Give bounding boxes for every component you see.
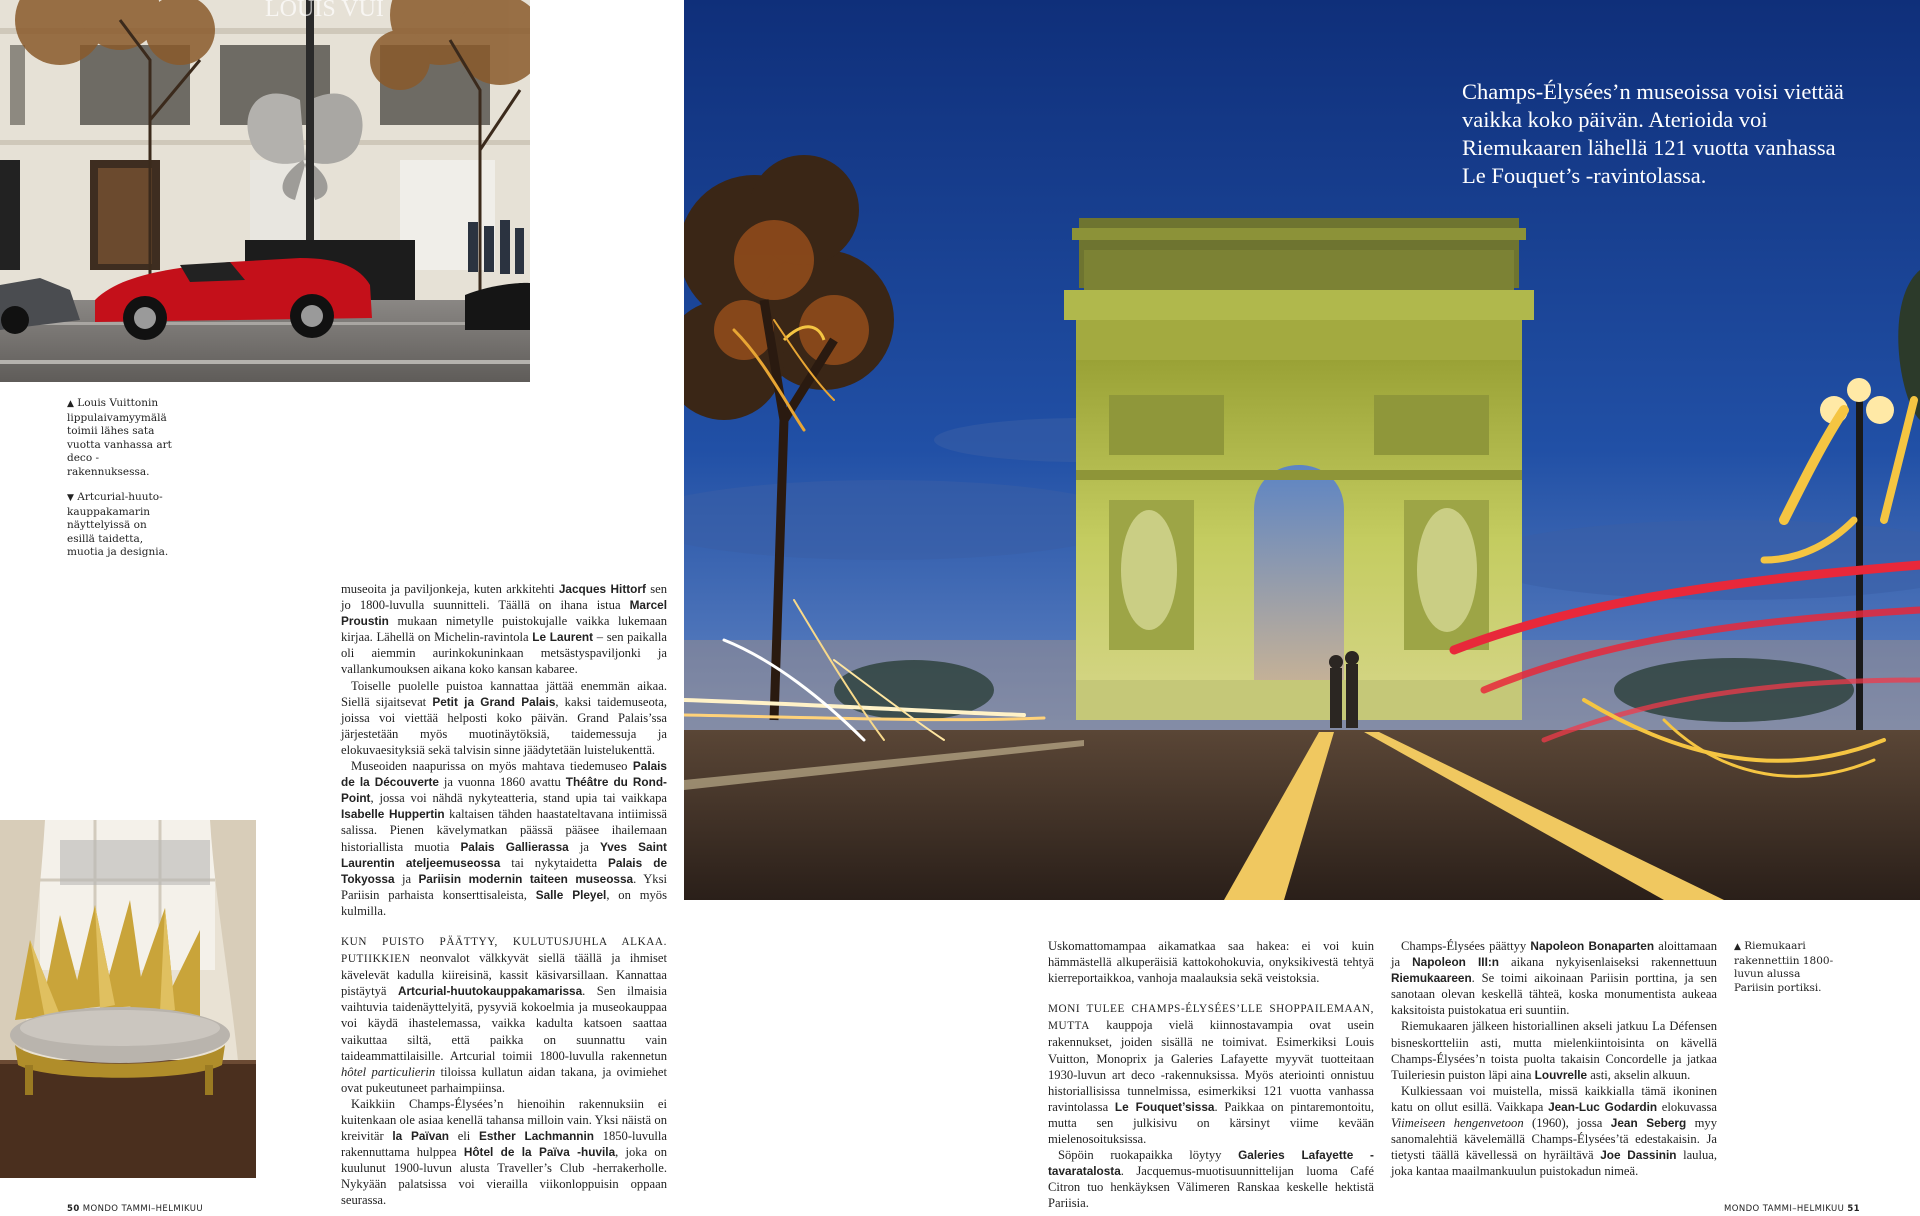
page-number-left: 50 [67, 1204, 80, 1214]
caption-riemukaari [1734, 940, 1834, 995]
paragraph: MONI TULEE CHAMPS-ÉLYSÉES’LLE SHOPPAILEMAAN, MUTTA kauppoja vielä kiinnostavampia ovat usein rakennukset, joiden sisällä ne toimivat. Esimerkiksi Louis Vuitton, Monoprix ja Galeries Lafayette myyvät tuotteitaan 1930-luvun art deco -rakennuksissa. Myös ateriointi onnistuu historiallisissa tunnelmissa, esimerkiksi 121 vuotta vanhassa ravintolassa Le Fouquet’sissa. Paikkaa on pintaremontoitu, mutta sen julkisivu on kärsinyt viime kevään mielenosoituksissa. [1048, 1003, 1374, 1147]
paragraph: Museoiden naapurissa on myös mahtava tiedemuseo Palais de la Découverte ja vuonna 1860 avattu Théâtre du Rond-Point, jossa voi nähdä nykyteatteria, stand upia tai vaikkapa Isabelle Huppertin kaltaisen tähden haastateltavana intiimissä salissa. Pienen kävelymatkan päässä pääsee ihailemaan historiallista muotia Palais Gallierassa ja Yves Saint Laurentin ateljeemuseossa tai nykytaidetta Palais de Tokyossa ja Pariisin modernin taiteen museossa. Yksi Pariisin parhaista konserttisaleista, Salle Pleyel, on myös kulmilla. [341, 759, 668, 918]
paragraph: Kaikkiin Champs-Élysées’n hienoihin rakennuksiin ei kuitenkaan ole asiaa kenellä tahansa milloin vain. Yksi näistä on kreivitär la Païvan eli Esther Lachmannin 1850-luvulla rakennuttama hulppea Hôtel de la Païva -huvila, joka on kuulunut 1900-luvun alusta Traveller’s Club -herrakerholle. Nykyään palatsissa voi vierailla viikonloppuisin oppaan seurassa. [341, 1096, 667, 1208]
folio-right [1724, 1204, 1860, 1214]
caption-left [67, 397, 177, 572]
louis-vuitton-photo [0, 0, 530, 382]
artcurial-sofa-photo [0, 820, 256, 1178]
body-column-3 [1391, 938, 1717, 1179]
body-column-1 [341, 581, 667, 1209]
body-column-2 [1048, 938, 1374, 1212]
triangle-up-icon: ▲ [1734, 942, 1741, 952]
caption-louis-vuitton [67, 397, 177, 479]
caption-artcurial-text: Artcurial-huuto-kauppakamarin näyttelyissä on esillä taidetta, muotia ja designia. [67, 491, 169, 558]
magazine-issue-right: MONDO TAMMI–HELMIKUU [1724, 1204, 1845, 1214]
paragraph: Söpöin ruokapaikka löytyy Galeries Lafayette -tavaratalosta. Jacquemus-muotisuunnittelijan luoma Café Citron tuo henkäyksen Välimeren Ranskaa keskelle hektistä Pariisia. [1048, 1148, 1374, 1211]
triangle-down-icon: ▼ [67, 493, 74, 503]
caption-riemukaari-text: Riemukaari rakennettiin 1800-luvun alussa Pariisin portiksi. [1734, 940, 1834, 994]
page-number-right: 51 [1847, 1204, 1860, 1214]
triangle-up-icon: ▲ [67, 399, 74, 409]
paragraph: KUN PUISTO PÄÄTTYY, KULUTUSJUHLA ALKAA. PUTIIKKIEN neonvalot välkkyvät siellä täällä ja ihmiset kävelevät kadulla kiireisinä, kassit käsivarsillaan. Kannattaa pistäytyä Artcurial-huutokauppakamarissa. Sen ilmaisia vaihtuvia taidenäyttelyitä, pysyviä kokoelmia ja museokauppaa voi käydä ihastelemassa, vaikka kadulta katsoen saattaa vaikuttaa siltä, että paikka on suunnattu vain taideammattilaisille. Artcurial toimii 1800-luvulla rakennetun hôtel particulierin tiloissa kullatun aidan takana, ja ovimiehet ovat pukeutuneet parhaimpiinsa. [341, 935, 667, 1095]
magazine-issue-left: MONDO TAMMI–HELMIKUU [82, 1204, 203, 1214]
paragraph: museoita ja paviljonkeja, kuten arkkitehti Jacques Hittorf sen jo 1800-luvulla suunnitteli. Täällä on ihana istua Marcel Proustin mukaan nimetylle puistokujalle vaikka lukemaan kirjaa. Lähellä on Michelin-ravintola Le Laurent – sen paikalla oli aiemmin aurinkokuninkaan metsästyspaviljonki ja vallankumouksen aikana koko kansan kabaree. [341, 582, 668, 677]
pull-quote: Champs-Élysées’n museoissa voisi viettää vaikka koko päivän. Aterioida voi Riemukaaren lähellä 121 vuotta vanhassa Le Fouquet’s -ravintolassa. [1462, 79, 1844, 188]
paragraph: Kulkiessaan voi muistella, missä kaikkialla tämä ikoninen katu on ollut esillä. Vaikkapa Jean-Luc Godardin elokuvassa Viimeiseen hengenvetoon (1960), jossa Jean Seberg myy sanomalehtiä kävelemällä Champs-Élysées’tä edestakaisin. Ja tietysti täällä kävellessä on hyräiltävä Joe Dassinin laulua, joka kantaa maailmankuulun puistokadun nimeä. [1391, 1083, 1718, 1179]
paragraph: Riemukaaren jälkeen historiallinen akseli jatkuu La Défensen bisneskortteliin asti, mutta mielenkiintoisinta on kävellä Champs-Élysées’n toista puolta takaisin Concordelle ja jatkaa Tuileriesin puiston läpi aina Louvrelle asti, akselin alkuun. [1391, 1019, 1717, 1082]
paragraph: Toiselle puolelle puistoa kannattaa jättää enemmän aikaa. Siellä sijaitsevat Petit ja Grand Palais, kaksi taidemuseota, joissa voi viettää helposti koko päivän. Grand Palais’ssa järjestetään myös muotinäytöksiä, taidemessuja ja elokuvaesityksiä sekä talvisin sinne jäädytetään luistelukenttä. [341, 678, 667, 757]
paragraph: Uskomattomampaa aikamatkaa saa hakea: ei voi kuin hämmästellä alkuperäisiä kattokohokuvia, onyksikivestä tehtyä kierreportaikkoa, vanhoja maalauksia sekä veistoksia. [1048, 939, 1374, 986]
paragraph: Champs-Élysées päättyy Napoleon Bonaparten aloittamaan ja Napoleon III:n aikana nykyisenlaiseksi rakennettuun Riemukaareen. Se toimi aikoinaan Pariisin porttina, ja sen sanotaan olevan keskellä tähteä, koska monumentista aukeaa kaksitoista puistokatua eri suuntiin. [1391, 939, 1717, 1018]
folio-left [67, 1204, 203, 1214]
caption-artcurial [67, 491, 177, 560]
caption-louis-vuitton-text: Louis Vuittonin lippulaivamyymälä toimii lähes sata vuotta vanhassa art deco -rakennuksessa. [67, 397, 172, 478]
louis-vuitton-sign: LOUIS VUI [265, 0, 384, 22]
